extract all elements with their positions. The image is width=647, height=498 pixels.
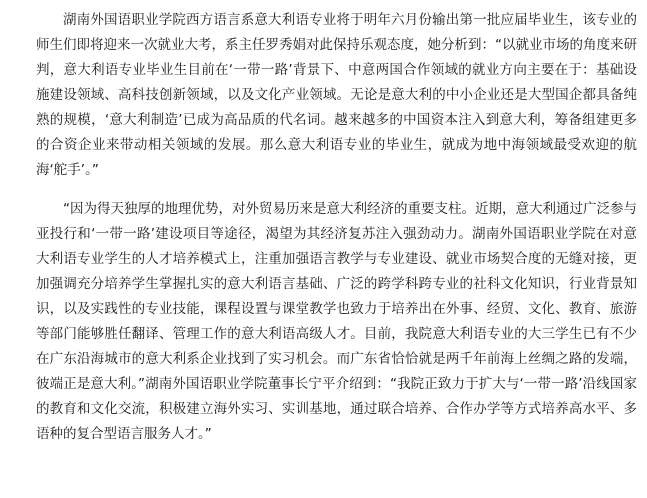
article-paragraph-1: 湖南外国语职业学院西方语言系意大利语专业将于明年六月份输出第一批应届毕业生，该专业的师生们即将迎来一次就业大考，系主任罗秀娟对此保持乐观态度，她分析到：“以就业市场的角度来研判，意大利语专业毕业生目前在‘一带一路’背景下、中意两国合作领域的就业方向主要在于：基础设施建设领域、高科技创新领域，以及文化产业领域。无论是意大利的中小企业还是大型国企都具备纯熟的规模，‘意大利制造’已成为高品质的代名词。越来越多的中国资本注入到意大利，筹备组建更多的合资企业来带动相关领域的发展。那么意大利语专业的毕业生，就成为地中海领域最受欢迎的航海‘舵手’。” [36, 12, 637, 178]
article-paragraph-2: “因为得天独厚的地理优势，对外贸易历来是意大利经济的重要支柱。近期，意大利通过广泛参与亚投行和‘一带一路’建设项目等途径，渴望为其经济复苏注入强劲动力。湖南外国语职业学院在对意大利语专业学生的人才培养模式上，注重加强语言教学与专业建设、就业市场契合度的无缝对接，更加强调充分培养学生掌握扎实的意大利语言基础、广泛的跨学科跨专业的社科文化知识，行业背景知识，以及实践性的专业技能，课程设置与课堂教学也致力于培养出在外事、经贸、文化、教育、旅游等部门能够胜任翻译、管理工作的意大利语高级人才。目前，我院意大利语专业的大三学生已有不少在广东沿海城市的意大利系企业找到了实习机会。而广东省恰恰就是两千年前海上丝绸之路的发端，彼端正是意大利。”湖南外国语职业学院董事长宁平介绍到：“我院正致力于扩大与‘一带一路’沿线国家的教育和文化交流，积极建立海外实习、实训基地，通过联合培养、合作办学等方式培养高水平、多语种的复合型语言服务人才。” [36, 201, 637, 442]
